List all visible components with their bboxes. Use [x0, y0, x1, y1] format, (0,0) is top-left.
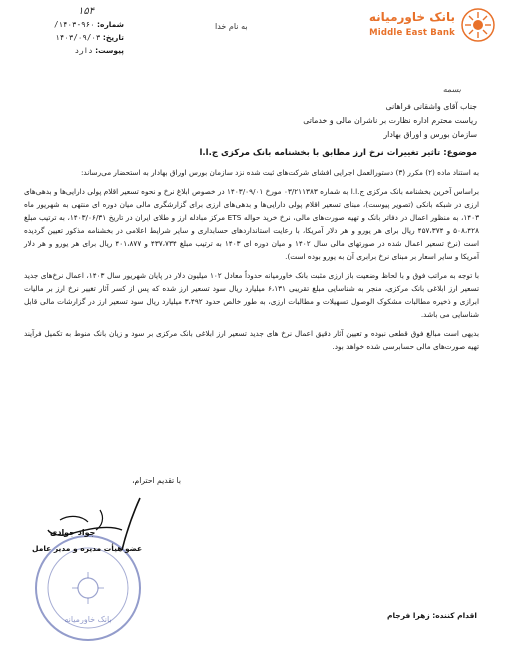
signatory-title: عضو هیأت مدیره و مدیر عامل	[32, 544, 143, 553]
stamp-text: بانک خاورمیانه	[64, 615, 112, 624]
body-paragraph: براساس آخرین بخشنامه بانک مرکزی ج.ا.ا به شماره ۰۳/۲۱۱۳۸۳ مورخ ۱۴۰۳/۰۹/۰۱ در خصوص ابلاغ نرخ و نحوه تسعیر اقلام پولی دارایی‌ها و بدهی‌های ارزی در شبکه بانکی (تصویر پیوست)، مبنای تسعیر اقلام پولی دارایی‌ها و بدهی‌های ارزی برای گزارشگری مالی میان دوره ای منتهی به شهریور ماه ۱۴۰۳، به منظور اعمال در دفاتر بانک و تهیه صورت‌های مالی، نرخ خرید حواله ETS مرکز مبادله ارز و طلای ایران در تاریخ ۱۴۰۳/۰۶/۳۱، به ترتیب مبلغ ۵۰۸،۴۲۸ و ۴۵۷،۳۷۴ ریال برای هر یورو و هر دلار آمریکا، با رعایت استانداردهای حسابداری و سایر شرایط اعلامی در بخشنامه مذکور تعیین گردیده است (نرخ تسعیر اعمال شده در صورتهای مالی سال ۱۴۰۲ و میان دوره ای ۱۴۰۳ به ترتیب مبلغ ۴۳۷،۷۳۴ و ۴۰۱،۸۷۷ ریال برای هر یورو و هر دلار آمریکا و سایر اسعار بر مبنای نرخ برابری آن به یورو بوده است).	[24, 187, 480, 261]
logo-english-name: Middle East Bank	[369, 28, 455, 38]
recipient-organization: سازمان بورس و اوراق بهادار	[383, 130, 477, 139]
recipient-block	[177, 100, 477, 142]
meta-number-row	[14, 18, 124, 31]
attachment-label: پیوست:	[95, 46, 124, 55]
meta-date-row	[14, 31, 124, 44]
attachment-value: دارد	[74, 46, 93, 55]
letter-body	[24, 166, 479, 359]
date-value: ۱۴۰۳/۰۹/۰۳	[55, 33, 101, 42]
bank-logo	[335, 8, 495, 48]
action-by: اقدام کننده: زهرا فرجام	[386, 611, 477, 620]
letter-subject: موضوع: تاثیر تغییرات نرخ ارز مطابق با بخشنامه بانک مرکزی ج.ا.ا	[199, 148, 477, 158]
signature-area	[10, 490, 200, 640]
body-paragraph: به استناد ماده (۲) مکرر (۳) دستورالعمل اجرایی افشای شرکت‌های ثبت شده نزد سازمان بورس اوراق بهادار به استحضار می‌رساند:	[80, 168, 479, 177]
handwritten-number: ۱۵۴	[78, 6, 95, 17]
handwritten-greeting: بسمه	[442, 85, 461, 94]
body-paragraph: بدیهی است مبالغ فوق قطعی نبوده و تعیین آثار دقیق اعمال نرخ های جدید تسعیر ارز ابلاغی بانک مرکزی بر سود و زیان بانک منوط به تکمیل فرآیند تهیه صورت‌های مالی حسابرسی شده خواهد بود.	[24, 329, 479, 351]
bank-emblem-icon	[461, 8, 495, 42]
recipient-name: جناب آقای واشقانی فراهانی	[385, 102, 477, 111]
letter-meta	[14, 18, 124, 57]
body-paragraph: با توجه به مراتب فوق و با لحاظ وضعیت باز ارزی مثبت بانک خاورمیانه حدوداً معادل ۱۰۲ میلیون دلار در پایان شهریور سال ۱۴۰۳، اعمال نرخ‌های جدید تسعیر ارز ابلاغی بانک مرکزی، منجر به شناسایی مبلغ تقریبی ۶،۱۳۱ میلیارد ریال سود تسعیر ارز شده که پس از کسر آثار تغییر نرخ ارز بر مالیات ابرازی و ذخیره مطالبات مشکوک الوصول تسهیلات و مطالبات ارزی، به طور خالص حدود ۳،۴۹۲ میلیارد ریال سود تسعیر ارز در گزارشات مالی قابل شناسایی می باشد.	[24, 271, 480, 319]
number-value: ۹۶۰-۱۴۰۳/	[54, 20, 95, 29]
number-label: شماره:	[97, 20, 124, 29]
date-label: تاریخ:	[102, 33, 124, 42]
signatory-name: جواد جوادی	[50, 528, 96, 537]
recipient-position: ریاست محترم اداره نظارت بر ناشران مالی و خدماتی	[303, 116, 477, 125]
closing-text: با تقدیم احترام،	[132, 476, 181, 485]
meta-attachment-row	[14, 44, 124, 57]
invocation-text: به نام خدا	[215, 22, 248, 31]
logo-persian-name: بانک خاورمیانه	[368, 10, 455, 24]
